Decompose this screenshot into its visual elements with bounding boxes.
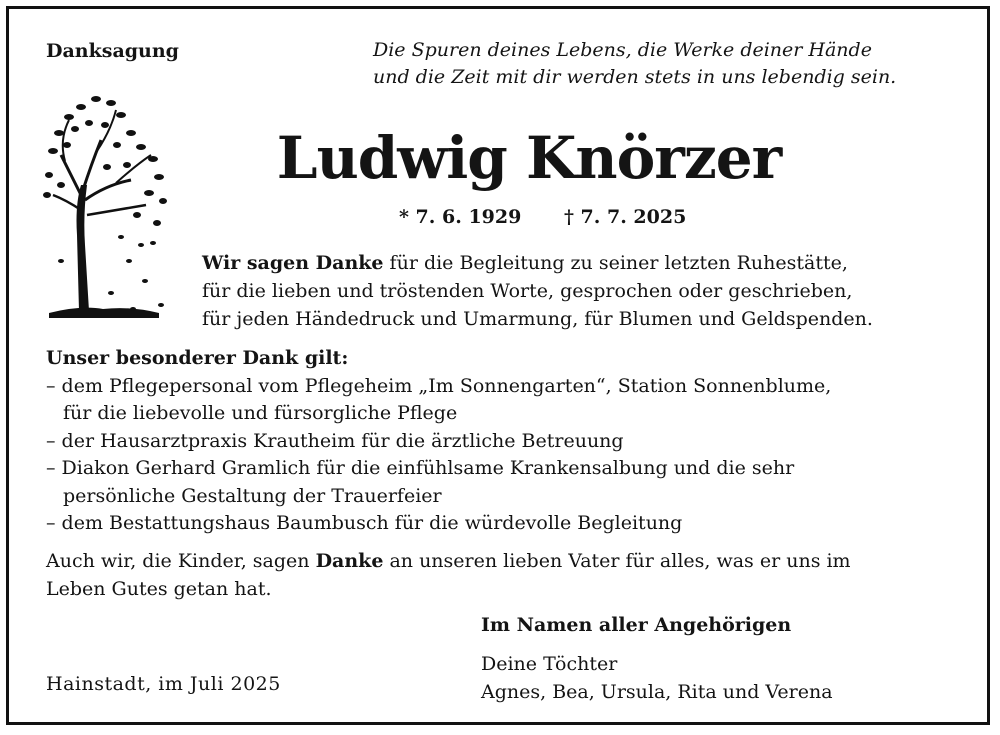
signoff-title: Im Namen aller Angehörigen bbox=[481, 614, 792, 636]
special-thanks-item-4 bbox=[46, 510, 831, 538]
motto-line-2: und die Zeit mit dir werden stets in uns lebendig sein. bbox=[373, 66, 897, 88]
thanks-line-2: für die lieben und tröstenden Worte, gesprochen oder geschrieben, bbox=[202, 280, 853, 302]
special-thanks-item-3-line-2: persönliche Gestaltung der Trauerfeier bbox=[63, 484, 442, 507]
tree-icon bbox=[41, 85, 175, 325]
special-thanks bbox=[46, 345, 831, 538]
motto-line-1: Die Spuren deines Lebens, die Werke deiner Hände bbox=[373, 39, 872, 61]
motto bbox=[373, 37, 896, 91]
special-thanks-item-3-line-1: – Diakon Gerhard Gramlich für die einfühlsame Krankensalbung und die sehr bbox=[46, 457, 795, 479]
birth-date: * 7. 6. 1929 bbox=[399, 206, 522, 228]
signoff-line-2: Agnes, Bea, Ursula, Rita und Verena bbox=[481, 681, 833, 703]
closing-part-2: an unseren lieben Vater für alles, was er uns im bbox=[383, 550, 851, 572]
heading: Danksagung bbox=[46, 40, 179, 62]
life-dates bbox=[399, 206, 722, 228]
closing-line-2: Leben Gutes getan hat. bbox=[46, 578, 272, 600]
special-thanks-item-2 bbox=[46, 428, 831, 456]
special-thanks-item-1-line-2: für die liebevolle und fürsorgliche Pflege bbox=[63, 402, 458, 424]
special-thanks-item-1 bbox=[46, 373, 831, 428]
closing-part-1: Auch wir, die Kinder, sagen bbox=[46, 550, 316, 572]
thanks-line-3: für jeden Händedruck und Umarmung, für Blumen und Geldspenden. bbox=[202, 308, 873, 330]
special-thanks-item-1-line-1: – dem Pflegepersonal vom Pflegeheim „Im Sonnengarten“, Station Sonnenblume, bbox=[46, 374, 832, 397]
thanks-paragraph bbox=[202, 249, 873, 333]
deceased-name: Ludwig Knörzer bbox=[276, 124, 782, 192]
closing-paragraph bbox=[46, 547, 851, 603]
death-date: † 7. 7. 2025 bbox=[563, 206, 687, 228]
thanks-lead: Wir sagen Danke bbox=[202, 252, 384, 274]
obituary-card bbox=[6, 6, 990, 725]
closing-bold: Danke bbox=[315, 550, 384, 572]
special-thanks-title: Unser besonderer Dank gilt: bbox=[46, 347, 349, 369]
signoff bbox=[481, 611, 833, 706]
special-thanks-item-3 bbox=[46, 455, 831, 510]
signoff-line-1: Deine Töchter bbox=[481, 653, 618, 675]
place-date: Hainstadt, im Juli 2025 bbox=[46, 673, 281, 695]
special-thanks-item-4-line-1: – dem Bestattungshaus Baumbusch für die würdevolle Begleitung bbox=[46, 512, 683, 534]
special-thanks-item-2-line-1: – der Hausarztpraxis Krautheim für die ärztliche Betreuung bbox=[46, 429, 624, 452]
thanks-line-1: für die Begleitung zu seiner letzten Ruhestätte, bbox=[383, 252, 848, 274]
